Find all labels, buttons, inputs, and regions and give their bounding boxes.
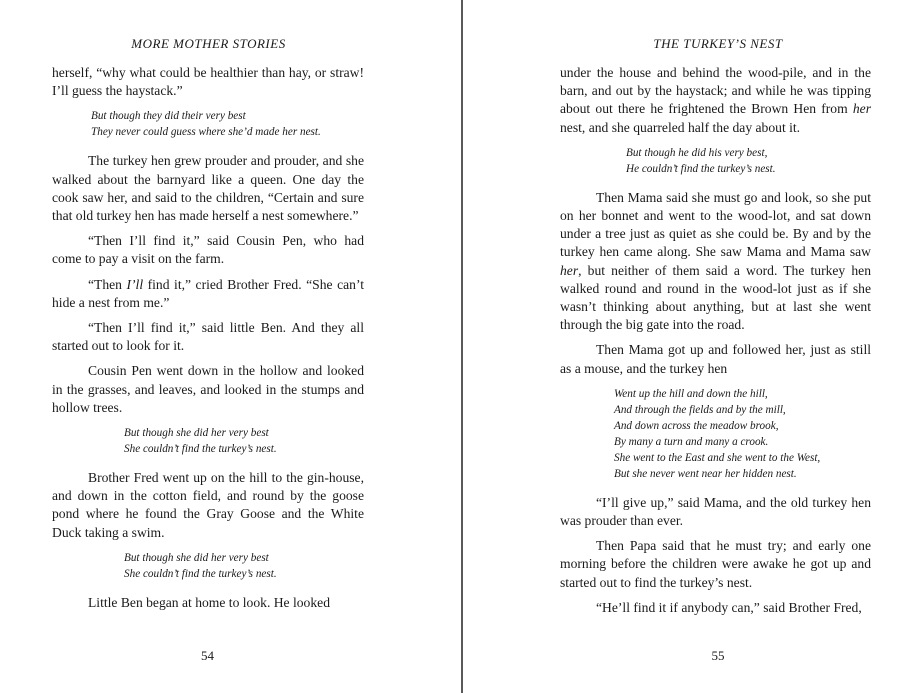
verse-line: And through the fields and by the mill,	[614, 403, 786, 416]
verse-line: Went up the hill and down the hill,	[614, 387, 768, 400]
verse-line: But though he did his very best,	[626, 146, 768, 159]
verse-line: But she never went near her hidden nest.	[614, 467, 797, 480]
paragraph	[560, 189, 871, 335]
page-number: 54	[201, 648, 214, 663]
paragraph: “Then I’ll find it,” said little Ben. And they all started out to look for it.	[52, 320, 364, 354]
paragraph: Cousin Pen went down in the hollow and looked in the grasses, and leaves, and looked in the stumps and hollow trees.	[52, 363, 364, 415]
verse-stanza	[614, 386, 871, 482]
verse-line: By many a turn and many a crook.	[614, 435, 769, 448]
verse-line: She couldn’t find the turkey’s nest.	[124, 567, 277, 580]
emphasis-text: her	[560, 262, 579, 278]
paragraph: “He’ll find it if anybody can,” said Brother Fred,	[596, 599, 862, 615]
paragraph: “Then I’ll find it,” said Cousin Pen, who had come to pay a visit on the farm.	[52, 233, 364, 267]
page-number: 55	[711, 648, 725, 663]
text-run: find it,” cried Brother Fred. “She can’t hide a nest from me.”	[52, 276, 364, 310]
verse-line: And down across the meadow brook,	[614, 419, 779, 432]
paragraph: herself, “why what could be healthier than hay, or straw! I’ll guess the haystack.”	[52, 65, 364, 99]
verse-line: They never could guess where she’d made her nest.	[91, 126, 321, 139]
text-run: Then Mama said she must go and look, so she put on her bonnet and went to the wood-lot, and sat down under a tree just as quiet as she could be. By and by the turkey hen came along. She saw Mama and Mama saw	[560, 189, 871, 260]
emphasis-text: her	[852, 101, 871, 117]
text-run: nest, and she quarreled half the day about it.	[560, 119, 801, 135]
paragraph: Brother Fred went up on the hill to the gin-house, and down in the cotton field, and round by the goose pond where he found the Gray Goose and the White Duck taking a swim.	[52, 470, 364, 540]
text-run: under the house and behind the wood-pile, and in the barn, and out by the haystack; and while he was tipping about out there he frightened the Brown Hen from	[560, 65, 871, 117]
paragraph	[560, 64, 871, 137]
running-head: MORE MOTHER STORIES	[131, 36, 286, 51]
running-head: THE TURKEY’S NEST	[653, 36, 783, 51]
verse-stanza	[124, 425, 364, 457]
verse-line: He couldn’t find the turkey’s nest.	[626, 162, 776, 175]
verse-line: She went to the East and she went to the West,	[614, 451, 821, 464]
emphasis-text: I’ll	[126, 276, 144, 292]
verse-line: But though she did her very best	[124, 551, 269, 564]
paragraph	[52, 276, 364, 312]
paragraph: Then Mama got up and followed her, just as still as a mouse, and the turkey hen	[560, 342, 871, 376]
verse-stanza	[91, 108, 364, 140]
paragraph: Little Ben began at home to look. He looked	[88, 594, 330, 610]
paragraph: “I’ll give up,” said Mama, and the old turkey hen was prouder than ever.	[560, 494, 871, 529]
text-run: , but neither of them said a word. The turkey hen walked round and round in the wood-lot just as if she wasn’t thinking about anything, but at last she went through the big gate into the road.	[560, 262, 871, 333]
paragraph: Then Papa said that he must try; and early one morning before the children were awake he got up and started out to find the turkey’s nest.	[560, 538, 871, 590]
verse-line: She couldn’t find the turkey’s nest.	[124, 443, 277, 456]
page-body	[560, 64, 871, 617]
left-page	[0, 0, 461, 693]
right-page	[463, 0, 924, 693]
page-body	[52, 64, 364, 612]
verse-line: But though she did her very best	[124, 427, 269, 440]
verse-stanza	[124, 550, 364, 582]
verse-stanza	[626, 145, 871, 177]
verse-line: But though they did their very best	[91, 110, 246, 123]
paragraph: The turkey hen grew prouder and prouder, and she walked about the barnyard like a queen. One day the cook saw her, and said to the children, “Certain and sure that old turkey hen has made herself a nest somewhere.”	[52, 153, 364, 224]
text-run: “Then	[88, 276, 127, 292]
